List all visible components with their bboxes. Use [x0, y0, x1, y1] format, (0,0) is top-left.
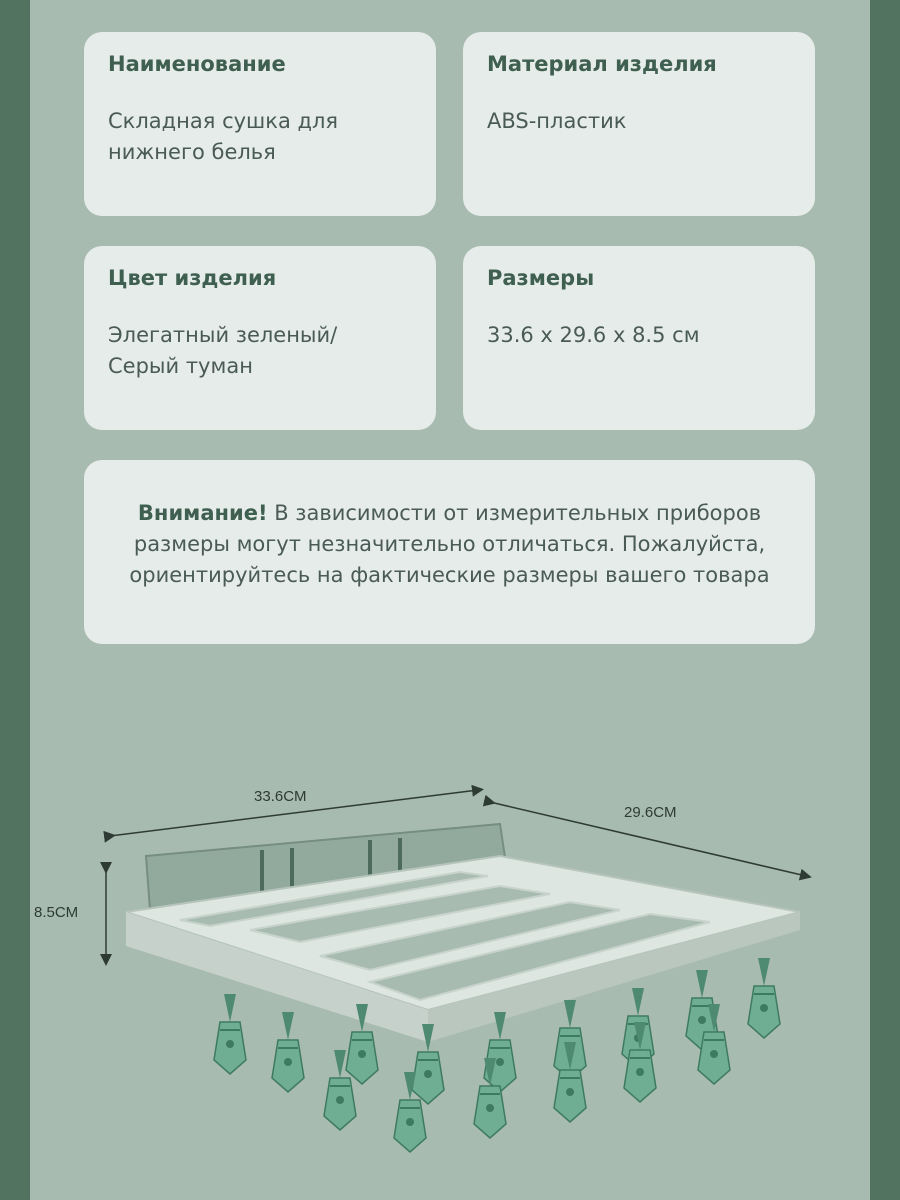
card-title: Материал изделия [487, 52, 717, 76]
notice-lead: Внимание! [137, 501, 268, 525]
card-value: ABS-пластик [487, 109, 627, 133]
height-label: 8.5CM [34, 904, 79, 921]
card-value: Элегатный зеленый/ Серый туман [108, 323, 338, 378]
card-title: Размеры [487, 266, 595, 290]
card-title: Цвет изделия [108, 266, 277, 290]
drying-rack-illustration [30, 760, 870, 1200]
card-title: Наименование [108, 52, 286, 76]
notice-card [84, 460, 815, 644]
card-material [463, 32, 815, 216]
card-value: 33.6 x 29.6 x 8.5 см [487, 323, 700, 347]
card-product-name [84, 32, 436, 216]
width-label: 33.6CM [254, 788, 307, 805]
card-value: Складная сушка для нижнего белья [108, 109, 339, 164]
notice-text: В зависимости от измерительных приборов размеры могут незначительно отличаться. Пожалуйста, ориентируйтесь на фактические размеры вашего товара [129, 501, 770, 587]
card-size [463, 246, 815, 430]
depth-label: 29.6CM [624, 804, 677, 821]
card-color [84, 246, 436, 430]
